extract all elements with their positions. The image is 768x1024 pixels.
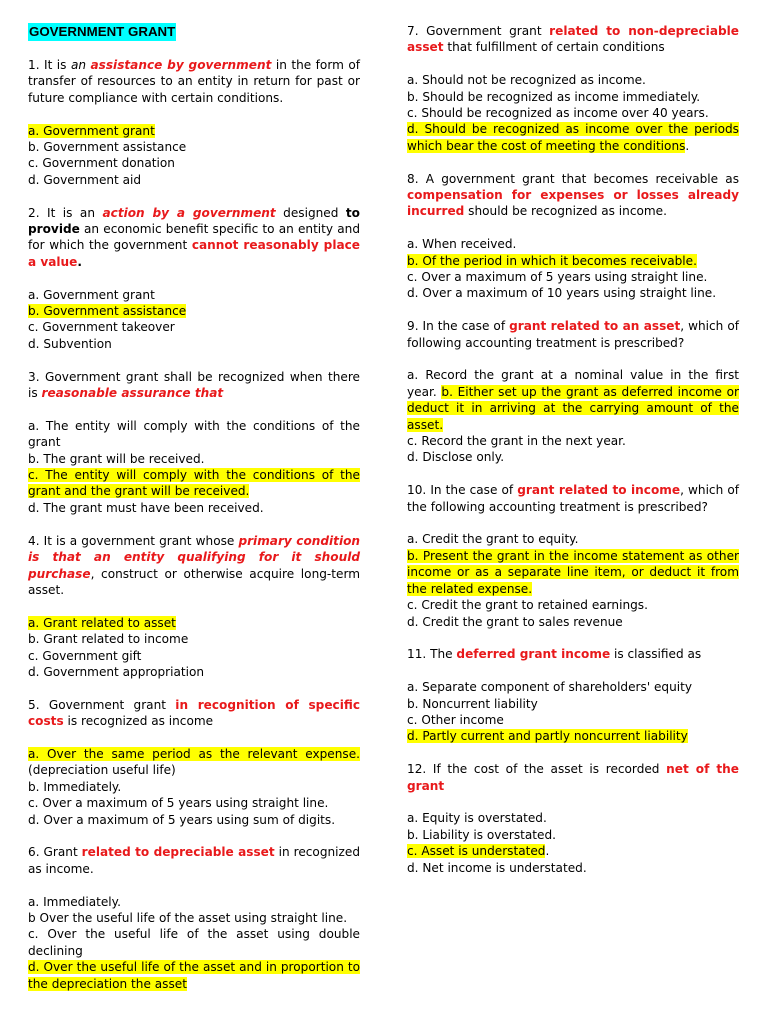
answer-option (407, 810, 739, 826)
question-segment: , which of following accounting treatment is prescribed? (407, 319, 740, 350)
answer-option (407, 827, 739, 843)
question-segment: in the form of transfer of resources to an entity in return for past or future compliance with certain conditions. (28, 58, 360, 105)
correct-answer-highlight: b. Government assistance (28, 304, 187, 319)
answer-option (407, 105, 739, 121)
question-block (407, 761, 739, 876)
answer-option (28, 451, 360, 467)
answer-option (28, 155, 360, 171)
correct-answer-highlight: d. Should be recognized as income over the periods which bear the cost of meeting the conditions (407, 122, 739, 153)
question-segment: is recognized as income (63, 714, 214, 729)
option-text: b. Grant related to income (28, 632, 189, 647)
option-text: a. The entity will comply with the conditions of the grant (28, 418, 360, 450)
answer-option (407, 449, 739, 465)
answer-options (407, 367, 739, 465)
answer-option (28, 648, 360, 664)
question-segment: 3. Government grant shall be recognized when there is (28, 369, 360, 401)
answer-option (407, 712, 739, 728)
answer-option (407, 367, 739, 433)
answer-option (28, 319, 360, 335)
answer-option (407, 121, 739, 154)
answer-option (407, 269, 739, 285)
question-text (28, 844, 360, 877)
question-text (28, 205, 360, 271)
question-segment: 4. It is a government grant whose (28, 533, 239, 548)
question-segment: 8. A government grant that becomes receivable as (407, 171, 739, 186)
answer-option (28, 123, 360, 139)
question-text (407, 23, 739, 56)
correct-answer-highlight: c. The entity will comply with the conditions of the grant and the grant will be received. (28, 468, 360, 499)
question-segment: designed (275, 205, 346, 220)
answer-option (407, 72, 739, 88)
emphasis-phrase: action by a government (102, 205, 276, 220)
option-text: c. Other income (407, 712, 504, 727)
answer-option (28, 303, 360, 319)
question-segment: 7. Government grant (407, 24, 550, 38)
option-text: b. Immediately. (28, 779, 122, 794)
answer-options (28, 418, 360, 516)
answer-options (407, 679, 739, 745)
emphasis-phrase: grant related to an asset (509, 319, 681, 334)
emphasis-phrase: net of the grant (407, 762, 739, 793)
emphasis-phrase: related to non-depreciable asset (407, 24, 739, 55)
answer-option (28, 664, 360, 680)
answer-options (28, 746, 360, 828)
emphasis-phrase: primary condition is that an entity qualifying for it should purchase (28, 533, 361, 581)
answer-option (28, 336, 360, 352)
question-block (407, 318, 739, 466)
option-text: b. Noncurrent liability (407, 696, 538, 711)
option-text: d. Government appropriation (28, 664, 205, 679)
answer-option (28, 795, 360, 811)
emphasis-phrase: reasonable assurance that (41, 386, 224, 401)
option-text: a. Equity is overstated. (407, 811, 547, 826)
answer-option (407, 531, 739, 547)
question-segment: 11. The (407, 647, 457, 662)
answer-options (28, 123, 360, 189)
answer-option (28, 779, 360, 795)
option-text: d. Credit the grant to sales revenue (407, 614, 623, 629)
answer-option (407, 679, 739, 695)
answer-options (407, 810, 739, 876)
question-segment: an (70, 58, 87, 72)
question-text (407, 482, 739, 515)
answer-option (28, 172, 360, 188)
option-text: c. Government donation (28, 156, 175, 171)
emphasis-phrase: cannot reasonably place a value (28, 238, 360, 269)
answer-options (28, 615, 360, 681)
answer-option (407, 253, 739, 269)
question-block (28, 533, 360, 681)
emphasis-phrase: compensation for expenses or losses already incurred (407, 188, 739, 219)
answer-option (407, 597, 739, 613)
question-segment: 6. Grant (28, 845, 82, 860)
question-segment: 12. If the cost of the asset is recorded (407, 762, 667, 777)
question-block (28, 369, 360, 517)
question-block (407, 23, 739, 154)
option-suffix: (depreciation useful life) (28, 763, 176, 778)
question-text (28, 697, 360, 730)
answer-option (28, 418, 360, 451)
answer-option (28, 615, 360, 631)
right-column (407, 23, 739, 892)
correct-answer-highlight: b. Either set up the grant as deferred income or deduct it in arriving at the carrying amount of the asset. (407, 384, 739, 432)
option-text: c. Over a maximum of 5 years using straight line. (28, 796, 329, 811)
option-text: c. Over a maximum of 5 years using straight line. (407, 270, 708, 285)
answer-options (28, 894, 360, 992)
question-segment: , construct or otherwise acquire long-term asset. (28, 566, 360, 597)
question-block (407, 171, 739, 302)
correct-answer-highlight: d. Partly current and partly noncurrent liability (407, 729, 688, 744)
answer-option (407, 614, 739, 630)
option-text: a. When received. (407, 237, 517, 252)
answer-option (28, 287, 360, 303)
question-text (28, 57, 360, 106)
answer-options (407, 531, 739, 629)
answer-options (28, 287, 360, 353)
option-text: c. Should be recognized as income over 40 years. (407, 106, 709, 121)
question-segment: in recognized as income. (28, 845, 360, 876)
document-title: GOVERNMENT GRANT (29, 24, 176, 39)
question-segment: . (77, 254, 82, 269)
left-column (28, 23, 360, 1008)
question-text (28, 369, 360, 402)
option-text: c. Credit the grant to retained earnings. (407, 598, 648, 613)
emphasis-phrase: assistance by government (90, 58, 272, 72)
emphasis-phrase: related to depreciable asset (81, 845, 275, 860)
option-text: c. Over the useful life of the asset using double declining (28, 927, 360, 958)
answer-option (407, 236, 739, 252)
question-text (407, 646, 739, 662)
answer-option (407, 433, 739, 449)
answer-option (28, 959, 360, 992)
answer-option (28, 631, 360, 647)
option-text: b. Liability is overstated. (407, 827, 557, 842)
answer-option (28, 746, 360, 779)
question-segment: 1. It is (28, 58, 71, 72)
answer-option (28, 500, 360, 516)
option-text: b. Should be recognized as income immediately. (407, 89, 701, 104)
question-segment: is classified as (610, 647, 702, 662)
question-segment: to provide (28, 205, 360, 237)
answer-option (28, 812, 360, 828)
question-block (407, 482, 739, 630)
option-text: a. Government grant (28, 287, 155, 302)
question-block (28, 697, 360, 828)
option-suffix: . (685, 138, 690, 153)
answer-option (407, 728, 739, 744)
option-text: a. Should not be recognized as income. (407, 73, 646, 88)
option-text: b. The grant will be received. (28, 451, 205, 466)
emphasis-phrase: in recognition of specific costs (28, 697, 360, 729)
option-text: d. Over a maximum of 5 years using sum of digits. (28, 812, 336, 827)
correct-answer-highlight: b. Present the grant in the income statement as other income or as a separate line item, or deduct it from the related expense. (407, 548, 739, 596)
question-segment: 5. Government grant (28, 697, 176, 712)
option-text: b. Government assistance (28, 140, 187, 155)
answer-option (407, 548, 739, 597)
answer-option (407, 696, 739, 712)
question-segment: , which of the following accounting treatment is prescribed? (407, 483, 740, 514)
option-text: c. Record the grant in the next year. (407, 434, 626, 449)
answer-option (28, 926, 360, 959)
correct-answer-highlight: a. Government grant (28, 123, 155, 138)
emphasis-phrase: grant related to income (517, 483, 681, 498)
answer-option (28, 139, 360, 155)
option-text: d. Government aid (28, 172, 142, 187)
option-text: d. Over a maximum of 10 years using straight line. (407, 286, 717, 301)
option-text: d. Disclose only. (407, 450, 505, 465)
option-text: a. Record the grant at a nominal value in the first year. (407, 368, 739, 399)
answer-option (28, 467, 360, 500)
question-block (28, 844, 360, 992)
question-block (28, 57, 360, 188)
question-text (407, 171, 739, 220)
answer-option (407, 285, 739, 301)
question-text (28, 533, 360, 599)
question-segment: an economic benefit specific to an entity and for which the government (28, 222, 360, 253)
question-block (28, 205, 360, 353)
correct-answer-highlight: d. Over the useful life of the asset and in proportion to the depreciation the asset (28, 960, 360, 991)
answer-option (407, 843, 739, 859)
option-text: d. The grant must have been received. (28, 500, 264, 515)
option-text: a. Separate component of shareholders' equity (407, 680, 693, 695)
answer-options (407, 72, 739, 154)
correct-answer-highlight: a. Grant related to asset (28, 615, 176, 630)
question-text (407, 761, 739, 794)
question-text (407, 318, 739, 351)
answer-option (28, 894, 360, 910)
answer-option (407, 89, 739, 105)
option-text: d. Subvention (28, 336, 112, 351)
question-segment: 9. In the case of (407, 319, 510, 334)
question-segment: 2. It is an (28, 205, 103, 220)
correct-answer-highlight: c. Asset is understated (407, 844, 546, 859)
question-block (407, 646, 739, 744)
answer-option (28, 910, 360, 926)
option-text: b Over the useful life of the asset using straight line. (28, 910, 348, 925)
option-text: d. Net income is understated. (407, 860, 587, 875)
emphasis-phrase: deferred grant income (456, 647, 611, 662)
option-suffix: . (545, 844, 550, 859)
option-text: a. Credit the grant to equity. (407, 532, 579, 547)
correct-answer-highlight: a. Over the same period as the relevant expense. (28, 746, 360, 761)
question-segment: 10. In the case of (407, 483, 518, 498)
option-text: c. Government gift (28, 648, 142, 663)
correct-answer-highlight: b. Of the period in which it becomes receivable. (407, 253, 697, 268)
option-text: c. Government takeover (28, 320, 175, 335)
question-segment: should be recognized as income. (464, 204, 667, 219)
answer-option (407, 860, 739, 876)
answer-options (407, 236, 739, 302)
question-segment: that fulfillment of certain conditions (443, 40, 665, 55)
option-text: a. Immediately. (28, 894, 121, 909)
